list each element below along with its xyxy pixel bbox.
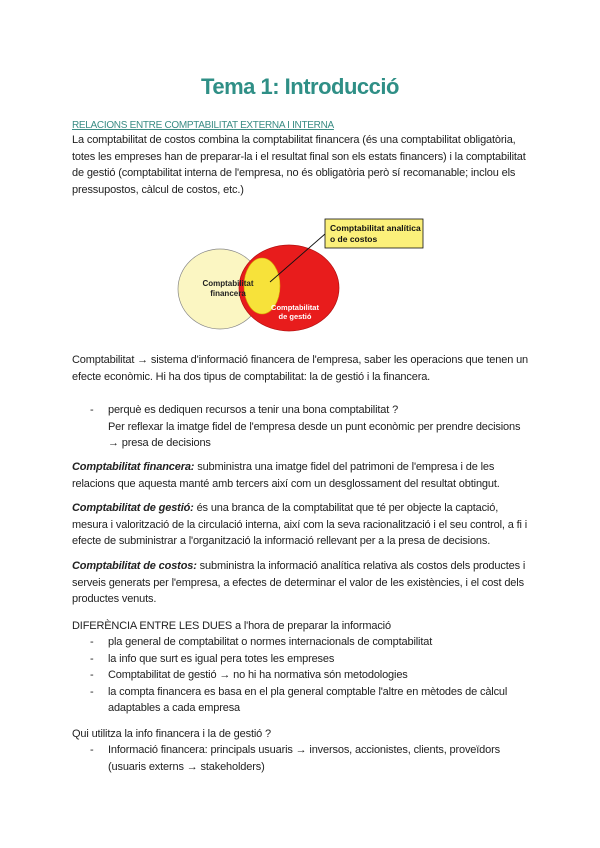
list-dash: - <box>90 636 94 648</box>
list-dash: - <box>90 685 94 698</box>
section-heading: RELACIONS ENTRE COMPTABILITAT EXTERNA I INTERNA <box>72 120 334 131</box>
users-heading: Qui utilitza la info financera i la de gestió ? <box>72 728 272 740</box>
list-dash: - <box>90 669 94 681</box>
page-title: Tema 1: Introducció <box>201 74 399 99</box>
gestio-label-line1: Comptabilitat <box>271 303 319 312</box>
question-list-item <box>90 402 532 452</box>
definition-text: subministra la informació analítica relativa als costos dels productes i serveis generats per l'empresa, a efectes de determinar el valor de les existències, i el cost dels productes venuts. <box>72 560 526 605</box>
venn-diagram-svg <box>170 212 430 347</box>
definition-term: Comptabilitat de gestió: <box>72 502 194 514</box>
callout-label-line1: Comptabilitat analítica <box>330 223 421 233</box>
list-item <box>90 667 532 684</box>
list-item <box>90 742 532 775</box>
definition-term: Comptabilitat de costos: <box>72 560 197 572</box>
definition-text: és una branca de la comptabilitat que té per objecte la captació, mesura i valorització de la circulació interna, així com la seva racionalització i el seu control, a fi i efecte de subministrar a l'organització la informació rellevant per a la presa de decisions. <box>72 502 528 547</box>
callout-label-line2: o de costos <box>330 234 378 244</box>
list-dash: - <box>90 404 94 416</box>
question-text: perquè es dediquen recursos a tenir una bona comptabilitat ? <box>108 404 399 416</box>
list-item-text: la compta financera es basa en el pla general comptable l'altre en mètodes de càlcul adaptables a cada empresa <box>108 685 508 714</box>
list-item-text: Informació financera: principals usuaris → inversos, accionistes, clients, proveïdors (usuaris externs → stakeholders) <box>108 744 500 773</box>
definition-costos <box>72 558 532 608</box>
differences-heading: DIFERÈNCIA ENTRE LES DUES a l'hora de preparar la informació <box>72 620 391 632</box>
list-dash: - <box>90 652 94 665</box>
venn-diagram <box>170 212 430 347</box>
definition-gestio <box>72 500 532 550</box>
differences-list <box>90 634 532 717</box>
list-item <box>90 634 532 651</box>
definition-term: Comptabilitat financera: <box>72 461 195 473</box>
list-item-text: Comptabilitat de gestió → no hi ha normativa són metodologies <box>108 669 408 681</box>
answer-text: Per reflexar la imatge fidel de l'empresa desde un punt econòmic per prendre decisions → presa de decisions <box>108 420 521 449</box>
list-dash: - <box>90 744 94 756</box>
list-item-text: pla general de comptabilitat o normes internacionals de comptabilitat <box>108 636 433 648</box>
list-item-text: la info que surt es igual pera totes les empreses <box>108 652 335 665</box>
definition-financera <box>72 459 532 492</box>
financera-label-line1: Comptabilitat <box>202 279 254 288</box>
list-item <box>90 684 532 717</box>
list-item <box>90 651 532 668</box>
users-list <box>90 742 532 775</box>
financera-label-line2: financera <box>210 289 246 298</box>
definition-text: subministra una imatge fidel del patrimoni de l'empresa i de les relacions que aquesta manté amb tercers així com un desglossament del resultat obtingut. <box>72 461 500 490</box>
intro-paragraph: La comptabilitat de costos combina la comptabilitat financera (és una comptabilitat obligatòria, totes les empreses han de preparar-la i el resultat final son els estats financers) i la comptabilitat de gestió (comptabilitat interna de l'empresa, no és obligatòria però sí recomanable; inclou els pressupostos, càlcul de costos, etc.) <box>72 134 526 196</box>
gestio-label-line2: de gestió <box>278 312 312 321</box>
comptabilitat-paragraph: Comptabilitat → sistema d'informació financera de l'empresa, saber les operacions que tenen un efecte econòmic. Hi ha dos tipus de comptabilitat: la de gestió i la financera. <box>72 354 529 383</box>
